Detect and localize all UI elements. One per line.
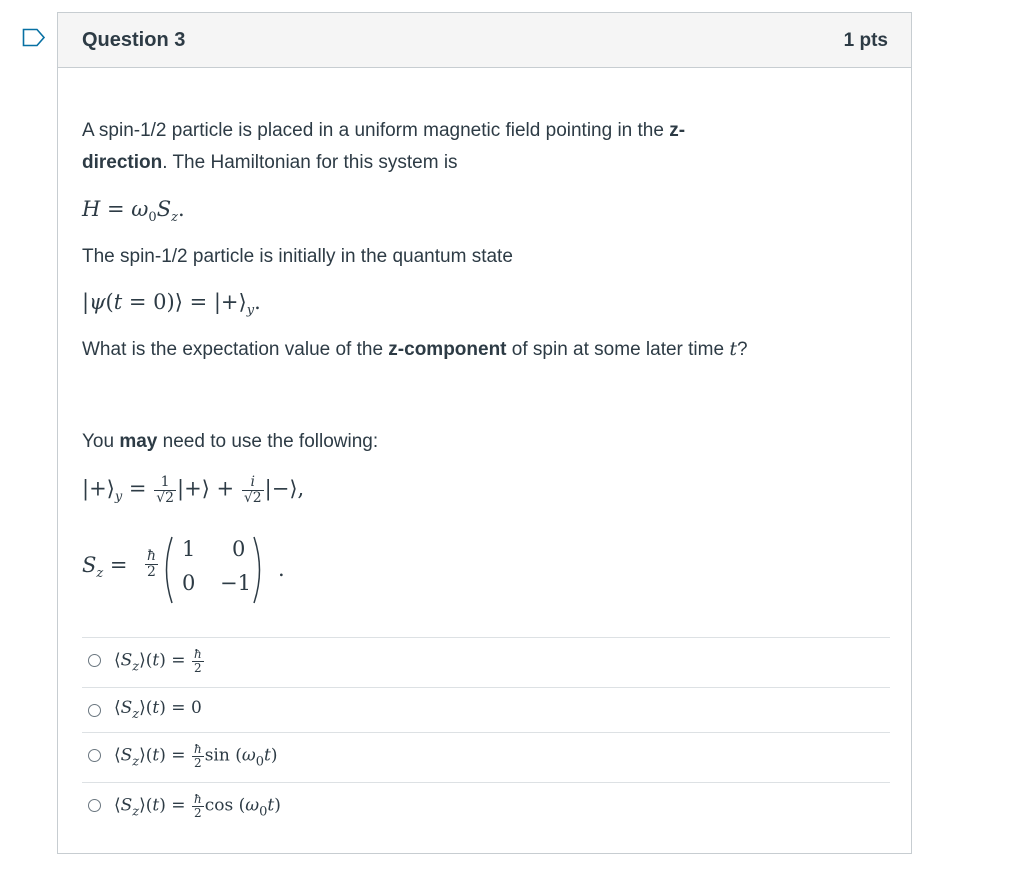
answer-option[interactable] <box>82 687 890 733</box>
answer-label[interactable]: $⟨S_z⟩(t) = 0$ <box>114 698 202 722</box>
sz-matrix-equation: $S_z$ = $\frac{ħ}{2}$ 1 0 0 −1 . <box>82 535 342 605</box>
initial-state-equation: |ψ(t = 0)⟩ = $|+⟩_y$. <box>82 290 261 318</box>
initial-state-text: The spin-1/2 particle is initially in the quantum state <box>82 246 513 267</box>
answer-label[interactable]: $⟨S_z⟩(t)$ = $\frac{ħ}{2}$ $\cos (\omega_0t)$ <box>114 792 281 820</box>
intro-bold-direction: direction <box>82 152 163 173</box>
ask-bold: z-component <box>388 339 507 360</box>
question-ask: What is the expectation value of the z-component of spin at some later time t? <box>82 338 748 360</box>
intro-bold-z: z- <box>669 120 686 141</box>
intro-line-1: A spin-1/2 particle is placed in a uniform magnetic field pointing in the z- <box>82 120 686 141</box>
answer-option[interactable] <box>82 782 890 833</box>
question-title: Question 3 <box>82 29 186 51</box>
answer-radio[interactable] <box>88 704 101 717</box>
answer-radio[interactable] <box>88 654 101 667</box>
answer-label[interactable]: $⟨S_z⟩(t)$ = $\frac{ħ}{2}$ <box>114 647 202 675</box>
answer-option[interactable] <box>82 732 890 783</box>
answer-label[interactable]: $⟨S_z⟩(t)$ = $\frac{ħ}{2}$ $\sin (\omega_0t)$ <box>114 742 278 770</box>
answer-option[interactable] <box>82 637 890 688</box>
question-card <box>57 12 912 854</box>
hamiltonian-equation: $H = \omega_0S_z$. <box>82 197 185 225</box>
intro-line-2: direction. The Hamiltonian for this system is <box>82 152 458 173</box>
answer-radio[interactable] <box>88 799 101 812</box>
hint-text: You may need to use the following: <box>82 431 379 452</box>
hint-bold: may <box>119 431 158 452</box>
flag-question-icon[interactable] <box>22 28 46 47</box>
question-header <box>58 13 911 68</box>
plus-y-equation: $|+⟩_y$ = $\frac{1}{√2}$ |+⟩ + $\frac{i}{√2}$ |−⟩, <box>82 474 305 506</box>
question-points: 1 pts <box>843 30 888 51</box>
answer-radio[interactable] <box>88 749 101 762</box>
